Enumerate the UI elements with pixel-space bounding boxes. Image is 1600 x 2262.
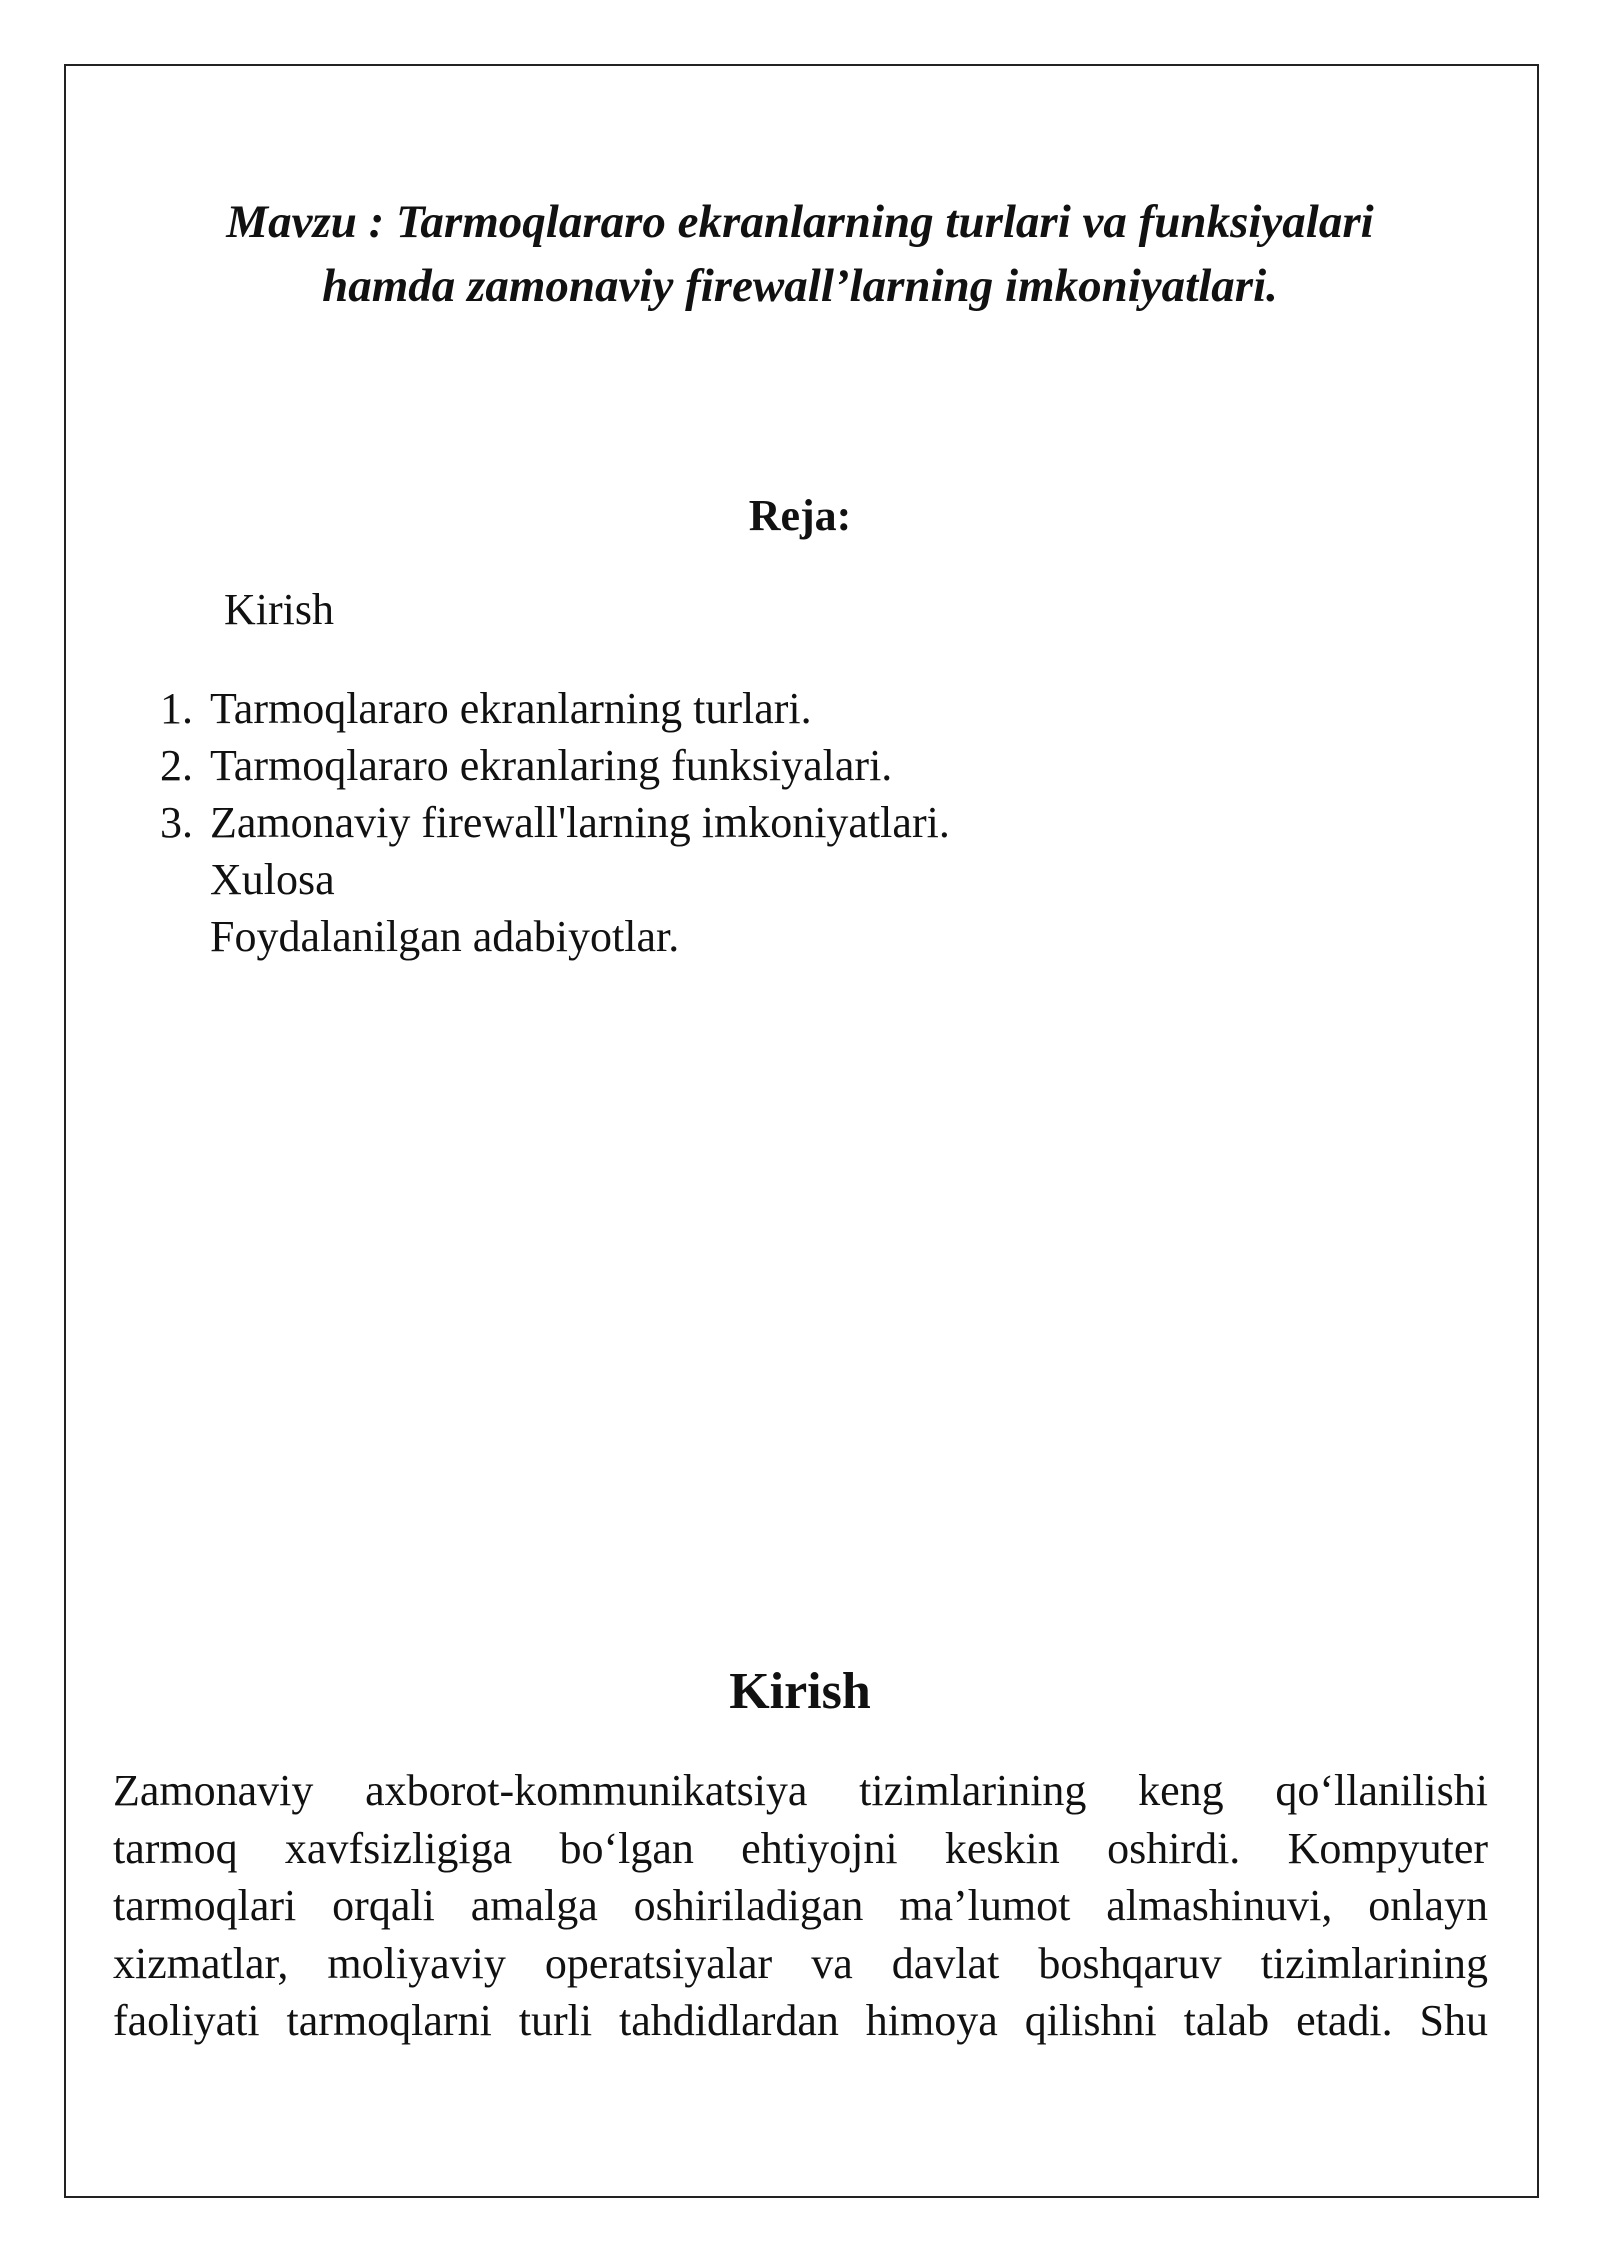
title-line-1: Mavzu : Tarmoqlararo ekranlarning turlari va funksiyalari <box>226 196 1374 248</box>
introduction-heading: Kirish <box>729 1663 871 1720</box>
plan-item-number: 2. <box>160 741 193 790</box>
plan-item-number: 1. <box>160 684 193 733</box>
plan-item-text: Tarmoqlararo ekranlarning turlari. <box>210 684 812 733</box>
plan-list-item <box>160 737 950 794</box>
plan-item-text: Tarmoqlararo ekranlaring funksiyalari. <box>210 741 893 790</box>
plan-item-number: 3. <box>160 798 193 847</box>
plan-list-item <box>160 851 950 908</box>
document-title <box>110 190 1490 318</box>
plan-list <box>160 680 950 965</box>
plan-item-number <box>160 851 210 908</box>
plan-list-item <box>160 794 950 851</box>
plan-list-item <box>160 680 950 737</box>
paragraph-line: tarmoq xavfsizligiga bo‘lgan ehtiyojni keskin oshirdi. Kompyuter <box>113 1823 1488 1873</box>
plan-item-text: Xulosa <box>210 855 335 904</box>
plan-item-text: Foydalanilgan adabiyotlar. <box>210 912 680 961</box>
paragraph-line: Zamonaviy axborot-kommunikatsiya tizimlarining keng qo‘llanilishi <box>113 1766 1488 1815</box>
paragraph-line: xizmatlar, moliyaviy operatsiyalar va davlat boshqaruv tizimlarining <box>113 1938 1488 1988</box>
plan-item-text: Zamonaviy firewall'larning imkoniyatlari. <box>210 798 950 847</box>
paragraph-line: tarmoqlari orqali amalga oshiriladigan ma’lumot almashinuvi, onlayn <box>113 1881 1488 1930</box>
plan-intro-item: Kirish <box>224 585 334 634</box>
paragraph-line: faoliyati tarmoqlarni turli tahdidlardan himoya qilishni talab etadi. Shu <box>113 1996 1488 2045</box>
plan-list-item <box>160 908 950 965</box>
title-line-2: hamda zamonaviy firewall’larning imkoniyatlari. <box>322 260 1278 312</box>
introduction-paragraph <box>113 1762 1488 2050</box>
plan-item-number <box>160 908 210 965</box>
plan-heading: Reja: <box>748 491 852 540</box>
